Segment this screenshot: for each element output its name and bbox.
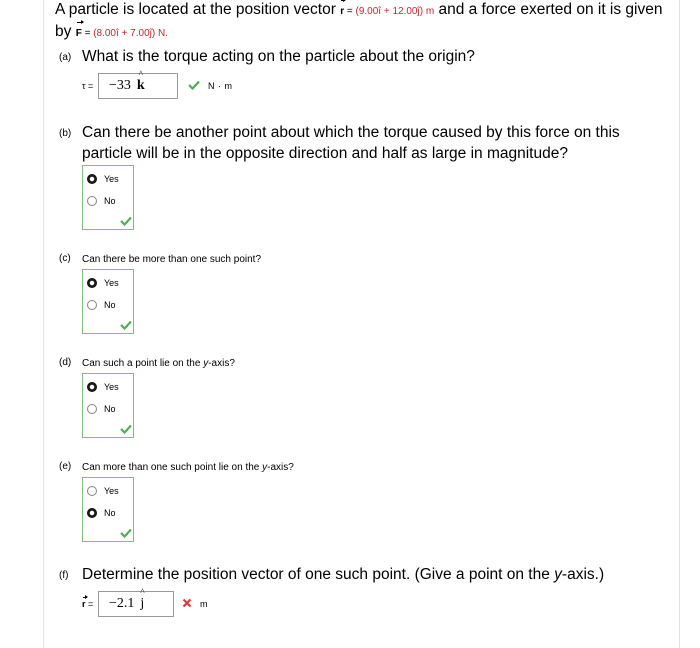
question-em: y — [262, 462, 268, 473]
part-b-option-yes[interactable] — [87, 174, 119, 184]
position-value: −2.1 — [109, 596, 135, 611]
part-c-option-no[interactable] — [87, 300, 116, 310]
part-f-label: (f) — [59, 570, 69, 581]
intro-text-1: A particle is located at the position vector — [55, 1, 341, 18]
check-icon — [188, 77, 200, 95]
option-label: Yes — [104, 382, 119, 392]
part-c-label: (c) — [59, 253, 71, 264]
part-e-option-yes[interactable] — [87, 486, 119, 496]
F-vector-symbol: F — [76, 24, 82, 44]
r-value: (9.00î + 12.00ĵ) m — [355, 6, 435, 17]
part-a-answer-row — [82, 73, 233, 99]
torque-unit: N · m — [208, 81, 233, 91]
question-text: -axis? — [267, 462, 294, 473]
part-d-option-yes[interactable] — [87, 382, 119, 392]
part-c-question: Can there be more than one such point? — [82, 254, 262, 265]
question-text: Can such a point lie on the — [82, 358, 204, 369]
radio-selected-icon[interactable] — [87, 174, 97, 184]
radio-unselected-icon[interactable] — [87, 196, 97, 206]
F-eq: = — [81, 28, 94, 39]
left-border — [43, 0, 44, 648]
torque-value: −33 — [109, 78, 131, 93]
part-b-question: Can there be another point about which the torque caused by this force on this particle will be in the opposite direction and half as large in magnitude? — [82, 124, 620, 162]
radio-selected-icon[interactable] — [87, 382, 97, 392]
r-vector-symbol: r — [82, 599, 86, 609]
x-mark-icon — [182, 595, 192, 613]
check-icon — [120, 320, 130, 328]
part-f-answer-row — [82, 591, 208, 617]
part-d-option-no[interactable] — [87, 404, 116, 414]
option-label: Yes — [104, 278, 119, 288]
r-eq: = — [344, 6, 356, 17]
check-icon — [120, 216, 130, 224]
part-e-label: (e) — [59, 461, 72, 472]
question-em: y — [554, 566, 562, 583]
part-b-radio-group — [82, 165, 134, 230]
part-a-question: What is the torque acting on the particle about the origin? — [82, 48, 475, 65]
part-e-option-no[interactable] — [87, 508, 116, 518]
radio-unselected-icon[interactable] — [87, 300, 97, 310]
torque-symbol: τ = — [82, 81, 94, 91]
radio-selected-icon[interactable] — [87, 278, 97, 288]
part-d-question — [82, 353, 672, 374]
part-e-question — [82, 457, 672, 478]
j-unit-vector: j ^ — [140, 596, 144, 612]
question-text: -axis.) — [561, 566, 605, 583]
position-answer-field[interactable] — [98, 591, 174, 617]
position-unit: m — [200, 599, 208, 609]
torque-answer-field[interactable] — [98, 73, 178, 99]
F-value: (8.00î + 7.00ĵ) N. — [93, 28, 168, 39]
radio-unselected-icon[interactable] — [87, 404, 97, 414]
check-icon — [120, 528, 130, 536]
part-d-label: (d) — [59, 357, 72, 368]
check-icon — [120, 424, 130, 432]
part-b-option-no[interactable] — [87, 196, 116, 206]
option-label: Yes — [104, 174, 119, 184]
question-text: Determine the position vector of one such point. (Give a point on the — [82, 566, 555, 583]
part-f-question — [82, 564, 672, 585]
question-text: -axis? — [208, 358, 235, 369]
part-b-label: (b) — [59, 128, 72, 139]
intro-text-2: and a force exerted on it is given by — [55, 1, 663, 40]
part-c-option-yes[interactable] — [87, 278, 119, 288]
option-label: No — [104, 404, 116, 414]
option-label: No — [104, 196, 116, 206]
part-c-radio-group — [82, 269, 134, 334]
problem-statement — [55, 0, 675, 44]
question-em: y — [203, 358, 209, 369]
part-a-label: (a) — [59, 52, 72, 63]
option-label: No — [104, 300, 116, 310]
option-label: Yes — [104, 486, 119, 496]
radio-selected-icon[interactable] — [87, 508, 97, 518]
radio-unselected-icon[interactable] — [87, 486, 97, 496]
symbol-eq: = — [88, 599, 94, 609]
position-symbol — [82, 599, 98, 609]
part-d-radio-group — [82, 373, 134, 438]
part-e-radio-group — [82, 477, 134, 542]
question-text: Can more than one such point lie on the — [82, 462, 263, 473]
r-vector-symbol: r — [340, 2, 344, 22]
option-label: No — [104, 508, 116, 518]
right-border — [679, 0, 680, 648]
k-unit-vector: k ^ — [137, 78, 145, 94]
